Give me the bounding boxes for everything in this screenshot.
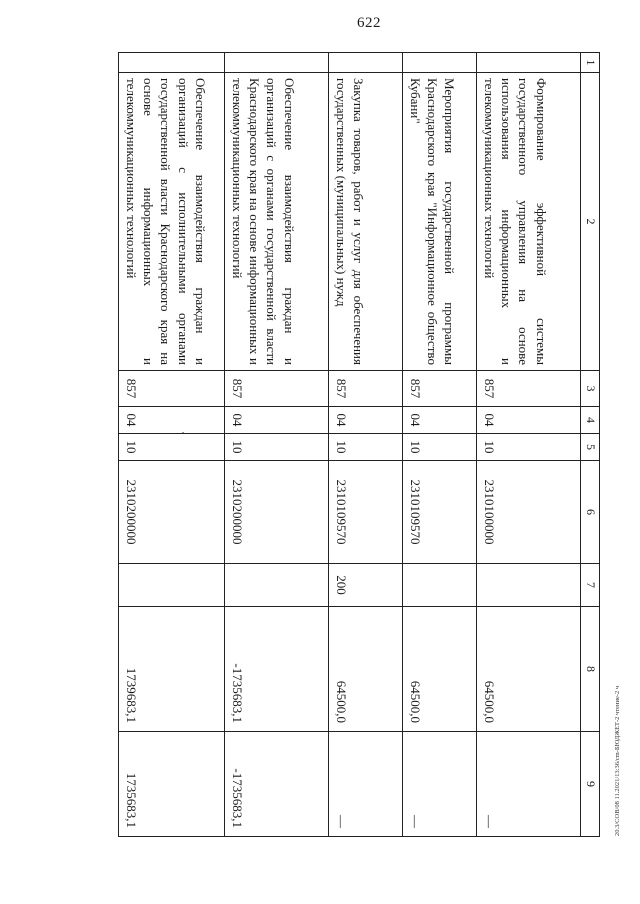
expense-type-code [477,564,581,607]
ved-code: 857 [403,371,477,407]
header-row [581,53,600,837]
section-code: 04 [225,407,329,434]
column-header: 2 [581,73,600,371]
expense-type-code: 200 [329,564,403,607]
ved-code: 857 [119,371,225,407]
ved-code: 857 [225,371,329,407]
column-header: 1 [581,53,600,73]
target-article-code: 2310100000 [477,461,581,564]
amount-col8: 1739683,1 [119,607,225,732]
subsection-code: 10 [225,434,329,461]
ved-code: 857 [329,371,403,407]
section-code: 04 [329,407,403,434]
row-marker-cell [119,53,225,73]
amount-col9: — [403,732,477,837]
expense-type-code [119,564,225,607]
row-name: Формирование эффективной системы государственного управления на основе использования информационных и телекоммуникационных технологий [477,73,581,371]
amount-col9: — [477,732,581,837]
column-header: 3 [581,371,600,407]
expense-type-code [403,564,477,607]
row-marker-cell [329,53,403,73]
subsection-code: 10 [403,434,477,461]
column-header: 4 [581,407,600,434]
table-row [329,53,403,837]
amount-col8: 64500,0 [329,607,403,732]
subsection-code: 10 [119,434,225,461]
ved-code: 857 [477,371,581,407]
row-name: Мероприятия государственной программы Краснодарского края "Информационное общество Кубани" [403,73,477,371]
target-article-code: 2310109570 [403,461,477,564]
table-row [119,53,225,837]
page-number: 622 [357,15,381,31]
document-stamp: 20.3/СОВ/08 11.2021/13:36/cm-БЮДЖЕТ-2 чтение-2 ч [614,685,621,836]
column-header: 6 [581,461,600,564]
column-header: 9 [581,732,600,837]
row-name: Обеспечение взаимодействия граждан и организаций с органами государственной власти Краснодарского края на основе информационных и телекоммуникационных технологий [225,73,329,371]
column-header: 5 [581,434,600,461]
target-article-code: 2310109570 [329,461,403,564]
amount-col9: -1735683,1 [225,732,329,837]
amount-col8: 64500,0 [477,607,581,732]
table-row [477,53,581,837]
budget-table [118,52,600,837]
amount-col9: 1735683,1 [119,732,225,837]
table-row [403,53,477,837]
row-marker-cell [225,53,329,73]
subsection-code: 10 [329,434,403,461]
rotated-table-area [120,52,600,836]
subsection-code: 10 [477,434,581,461]
section-code: 04 [477,407,581,434]
row-name: Закупка товаров, работ и услуг для обеспечения государственных (муниципальных) нужд [329,73,403,371]
column-header: 8 [581,607,600,732]
section-code: 04 [119,407,225,434]
amount-col8: -1735683,1 [225,607,329,732]
table-row [225,53,329,837]
row-name: Обеспечение взаимодействия граждан и организаций с исполнительными органами государственной власти Краснодарского края на основе информационных и телекоммуникационных технологий [119,73,225,371]
column-header: 7 [581,564,600,607]
section-code: 04 [403,407,477,434]
target-article-code: 2310200000 [119,461,225,564]
target-article-code: 2310200000 [225,461,329,564]
amount-col9: — [329,732,403,837]
row-marker-cell [477,53,581,73]
row-marker-cell [403,53,477,73]
amount-col8: 64500,0 [403,607,477,732]
expense-type-code [225,564,329,607]
